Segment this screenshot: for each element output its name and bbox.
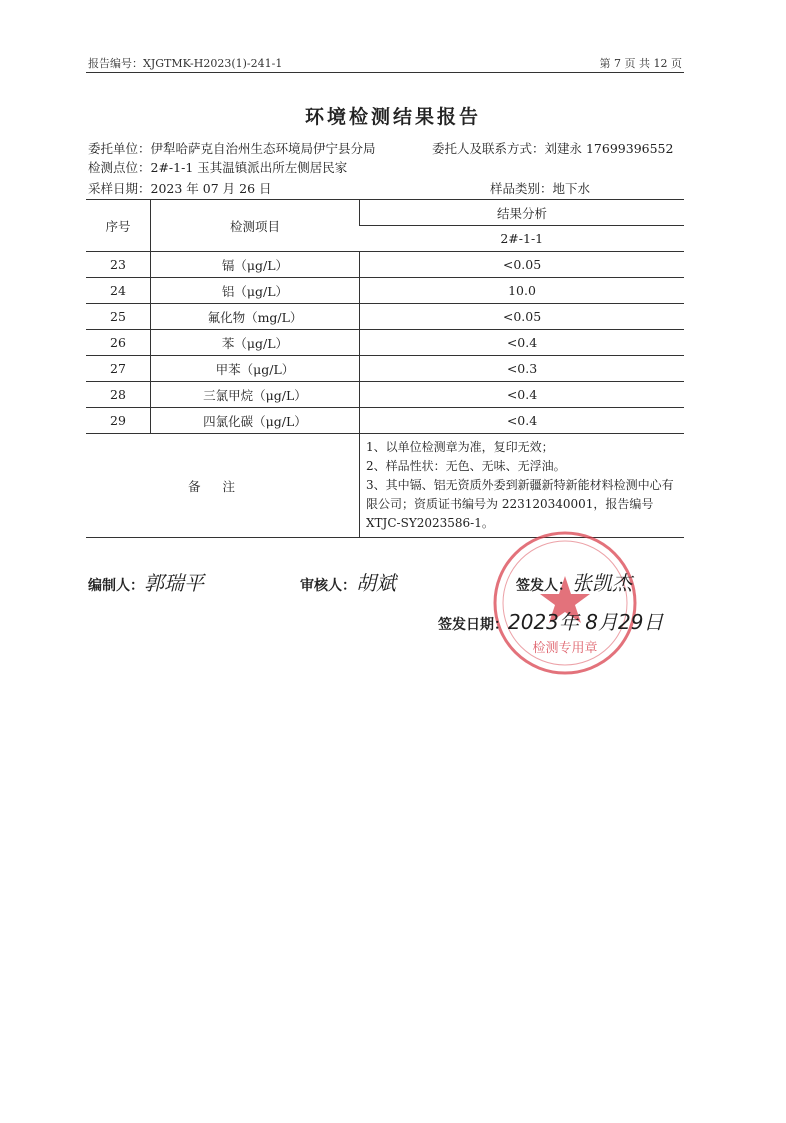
issue-date-label: 签发日期：: [438, 617, 508, 633]
client-contact: 委托人及联系方式：刘建永 17699396552: [432, 141, 674, 156]
remarks-row: [86, 434, 684, 538]
row-item: 三氯甲烷（μg/L）: [151, 382, 360, 408]
row-item: 甲苯（μg/L）: [151, 356, 360, 382]
client-unit: 委托单位：伊犁哈萨克自治州生态环境局伊宁县分局: [88, 141, 376, 156]
note-line: 3、其中镉、铝无资质外委到新疆新特新能材料检测中心有限公司；资质证书编号为 223120340001，报告编号 XTJC-SY2023586-1。: [366, 478, 674, 530]
row-item: 铝（μg/L）: [151, 278, 360, 304]
header-no: 序号: [86, 200, 151, 252]
table-header-row: [86, 200, 684, 226]
table-row: [86, 408, 684, 434]
row-item: 苯（μg/L）: [151, 330, 360, 356]
row-item: 镉（μg/L）: [151, 252, 360, 278]
row-no: 23: [86, 252, 151, 278]
table-row: [86, 304, 684, 330]
remarks-content: [360, 434, 685, 538]
row-item: 氟化物（mg/L）: [151, 304, 360, 330]
report-number: 报告编号：XJGTMK-H2023(1)-241-1: [88, 57, 283, 70]
compiler-field: [88, 567, 204, 596]
header-divider: [86, 72, 684, 73]
row-value: <0.4: [360, 382, 685, 408]
row-no: 24: [86, 278, 151, 304]
header-point: 2#-1-1: [360, 226, 685, 252]
reviewer-label: 审核人：: [300, 578, 356, 594]
note-line: 2、样品性状：无色、无味、无浮油。: [366, 459, 566, 473]
table-row: [86, 382, 684, 408]
row-value: 10.0: [360, 278, 685, 304]
note-line: 1、以单位检测章为准，复印无效；: [366, 440, 554, 454]
row-value: <0.05: [360, 304, 685, 330]
issuer-field: [516, 567, 632, 596]
remarks-label: 备注: [86, 434, 360, 538]
compiler-signature: 郭瑞平: [144, 571, 204, 595]
reviewer-field: [300, 567, 396, 596]
compiler-label: 编制人：: [88, 578, 144, 594]
issue-date-field: [438, 606, 663, 635]
sampling-location: 检测点位：2#-1-1 玉其温镇派出所左侧居民家: [88, 160, 348, 175]
reviewer-signature: 胡斌: [356, 571, 396, 595]
row-no: 25: [86, 304, 151, 330]
issuer-signature: 张凯杰: [572, 571, 632, 595]
row-no: 29: [86, 408, 151, 434]
row-no: 26: [86, 330, 151, 356]
table-row: [86, 252, 684, 278]
row-value: <0.4: [360, 408, 685, 434]
table-row: [86, 330, 684, 356]
row-no: 27: [86, 356, 151, 382]
table-row: [86, 278, 684, 304]
sample-type: 样品类别：地下水: [490, 181, 591, 196]
stamp-caption: 检测专用章: [532, 641, 598, 656]
row-value: <0.4: [360, 330, 685, 356]
report-title: 环境检测结果报告: [304, 106, 481, 128]
issue-date-value: 2023年 8月29日: [508, 610, 664, 634]
row-item: 四氯化碳（μg/L）: [151, 408, 360, 434]
header-result: 结果分析: [360, 200, 685, 226]
row-no: 28: [86, 382, 151, 408]
sampling-date: 采样日期：2023 年 07 月 26 日: [88, 181, 272, 196]
row-value: <0.05: [360, 252, 685, 278]
issuer-label: 签发人：: [516, 578, 572, 594]
page-indicator: 第 7 页 共 12 页: [599, 57, 682, 70]
table-row: [86, 356, 684, 382]
results-table: [86, 199, 684, 538]
row-value: <0.3: [360, 356, 685, 382]
header-item: 检测项目: [151, 200, 360, 252]
inspection-seal-stamp: [490, 528, 640, 678]
